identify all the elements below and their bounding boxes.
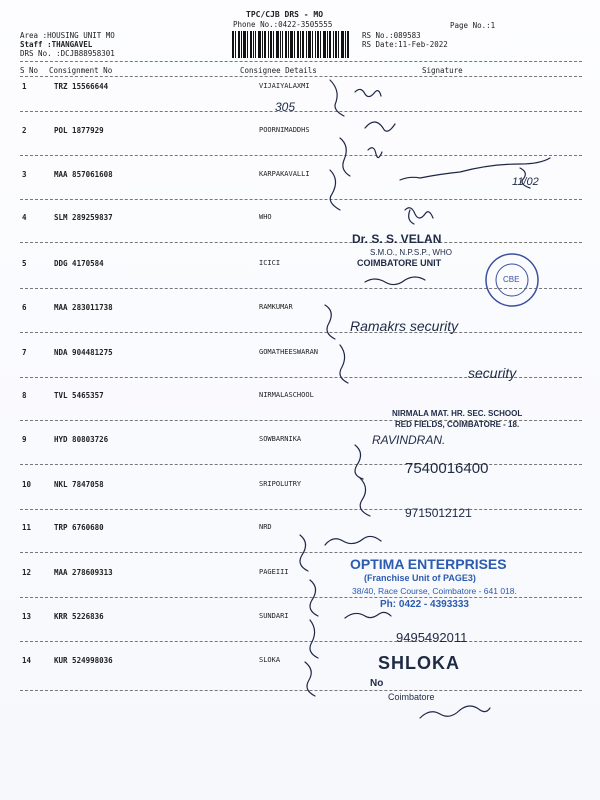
row-consignee: GOMATHEESWARAN — [259, 348, 319, 356]
row-divider — [20, 242, 582, 243]
row-sno: 3 — [22, 170, 27, 179]
row-sno: 10 — [22, 480, 32, 489]
table-row — [0, 435, 600, 455]
header-divider — [20, 61, 582, 62]
row-consignment: HYD 80803726 — [54, 435, 109, 444]
handwritten-note-row6: Ramakrs security — [350, 318, 459, 334]
row-divider — [20, 288, 582, 289]
row-divider — [20, 552, 582, 553]
row-sno: 13 — [22, 612, 32, 621]
row-consignment: MAA 857061608 — [54, 170, 113, 179]
drs-number: DRS No. :DCJB88958301 — [20, 49, 115, 58]
stamp-nirmala-line2: RED FIELDS, COIMBATORE - 18. — [395, 420, 520, 429]
row-consignment: POL 1877929 — [54, 126, 104, 135]
row-sno: 7 — [22, 348, 27, 357]
row-sno: 11 — [22, 523, 32, 532]
row-consignment: KUR 524998036 — [54, 656, 113, 665]
row-consignee: KARPAKAVALLI — [259, 170, 310, 178]
row-divider — [20, 641, 582, 642]
row-sno: 14 — [22, 656, 32, 665]
row-consignee: SLOKA — [259, 656, 281, 664]
stamp-optima-name: OPTIMA ENTERPRISES — [350, 556, 507, 572]
row-consignment: MAA 283011738 — [54, 303, 113, 312]
table-row — [0, 480, 600, 500]
row-sno: 5 — [22, 259, 27, 268]
row-sno: 4 — [22, 213, 27, 222]
table-row — [0, 656, 600, 676]
table-row — [0, 568, 600, 588]
stamp-who-title: S.M.O., N.P.S.P., WHO — [370, 248, 452, 257]
row-sno: 1 — [22, 82, 27, 91]
handwritten-name-row9: RAVINDRAN. — [372, 433, 446, 447]
handwritten-phone-row10: 9715012121 — [405, 506, 472, 520]
stamp-shloka-no: No — [370, 678, 384, 689]
handwritten-phone-row9: 7540016400 — [405, 460, 489, 477]
row-divider — [20, 111, 582, 112]
row-consignee: SRIPOLUTRY — [259, 480, 302, 488]
rs-date: RS Date:11-Feb-2022 — [362, 40, 448, 49]
row-divider — [20, 464, 582, 465]
stamp-shloka-name: SHLOKA — [378, 653, 460, 673]
row-consignee: POORNIMADDHS — [259, 126, 310, 134]
row-divider — [20, 509, 582, 510]
table-row — [0, 213, 600, 233]
row-sno: 6 — [22, 303, 27, 312]
stamp-optima-address: 38/40, Race Course, Coimbatore - 641 018. — [352, 586, 517, 596]
page-number: Page No.:1 — [450, 21, 496, 30]
col-header-sno: S No — [20, 66, 39, 75]
phone-number: Phone No.:0422-3505555 — [233, 20, 333, 29]
stamp-who-name: Dr. S. S. VELAN — [352, 232, 442, 246]
row-consignee: SOWBARNIKA — [259, 435, 302, 443]
row-sno: 9 — [22, 435, 27, 444]
row-consignment: TVL 5465357 — [54, 391, 104, 400]
handwritten-note-row7: security — [468, 365, 517, 381]
row-divider — [20, 199, 582, 200]
row-consignment: NKL 7847058 — [54, 480, 104, 489]
handwritten-phone-row13: 9495492011 — [396, 630, 468, 645]
stamp-nirmala-line1: NIRMALA MAT. HR. SEC. SCHOOL — [392, 409, 523, 418]
table-row — [0, 82, 600, 102]
row-consignment: TRZ 15566644 — [54, 82, 109, 91]
barcode — [232, 31, 349, 58]
area-label: Area :HOUSING UNIT MO — [20, 31, 115, 40]
table-row — [0, 523, 600, 543]
document-title: TPC/CJB DRS - MO — [246, 10, 324, 19]
stamp-optima-sub: (Franchise Unit of PAGE3) — [364, 573, 476, 583]
table-row — [0, 303, 600, 323]
handwritten-room-number: 305 — [275, 100, 296, 114]
row-consignment: TRP 6760680 — [54, 523, 104, 532]
table-row — [0, 126, 600, 146]
row-consignee: PAGEIII — [259, 568, 289, 576]
table-row — [0, 170, 600, 190]
row-consignment: DDG 4170584 — [54, 259, 104, 268]
row-consignment: KRR 5226836 — [54, 612, 104, 621]
col-header-consignee: Consignee Details — [240, 66, 317, 75]
row-consignment: SLM 289259837 — [54, 213, 113, 222]
row-consignment: NDA 904481275 — [54, 348, 113, 357]
row-consignee: NRD — [259, 523, 272, 531]
row-divider — [20, 690, 582, 691]
row-sno: 12 — [22, 568, 32, 577]
row-sno: 2 — [22, 126, 27, 135]
row-consignment: MAA 278609313 — [54, 568, 113, 577]
row-divider — [20, 597, 582, 598]
row-sno: 8 — [22, 391, 27, 400]
row-consignee: WHO — [259, 213, 272, 221]
row-consignee: ICICI — [259, 259, 281, 267]
row-consignee: VIJAIYALAXMI — [259, 82, 310, 90]
stamp-who-city: COIMBATORE UNIT — [357, 258, 442, 268]
rs-number: RS No.:089583 — [362, 31, 421, 40]
row-consignee: NIRMALASCHOOL — [259, 391, 314, 399]
col-header-signature: Signature — [422, 66, 463, 75]
who-seal-center: CBE — [503, 275, 520, 284]
handwritten-date: 11/02 — [512, 176, 539, 188]
table-row — [0, 612, 600, 632]
table-row — [0, 391, 600, 411]
row-divider — [20, 155, 582, 156]
stamp-shloka-city: Coimbatore — [388, 692, 435, 702]
row-consignee: RAMKUMAR — [259, 303, 293, 311]
staff-label: Staff :THANGAVEL — [20, 40, 93, 49]
row-divider — [20, 332, 582, 333]
col-header-consignment: Consignment No — [49, 66, 113, 75]
column-header-divider — [20, 76, 582, 77]
stamp-optima-phone: Ph: 0422 - 4393333 — [380, 599, 469, 610]
row-consignee: SUNDARI — [259, 612, 289, 620]
